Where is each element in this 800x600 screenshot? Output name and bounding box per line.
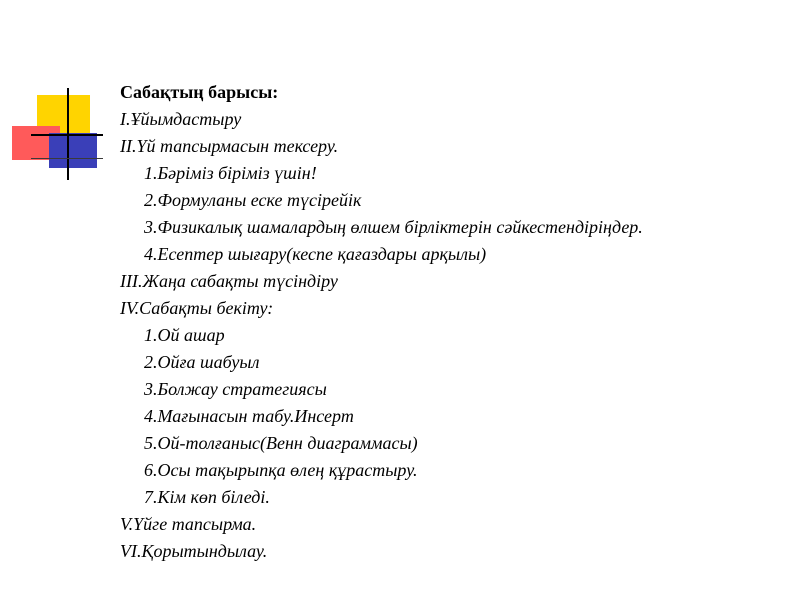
lesson-outline	[120, 81, 790, 567]
outline-item: II.Үй тапсырмасын тексеру.	[120, 136, 339, 156]
outline-subitem: 1.Ой ашар	[144, 325, 225, 345]
outline-subitem: 2.Ойға шабуыл	[144, 352, 260, 372]
outline-subitem: 2.Формуланы еске түсірейік	[144, 190, 362, 210]
outline-subitem: 3.Физикалық шамалардың өлшем бірліктерін сәйкестендіріңдер.	[144, 217, 643, 237]
outline-subitem: 4.Есептер шығару(кеспе қағаздары арқылы)	[144, 244, 487, 264]
outline-subitem: 1.Бәріміз біріміз үшін!	[144, 163, 317, 183]
slide-title: Сабақтың барысы:	[120, 82, 279, 102]
outline-subitem: 5.Ой-толғаныс(Венн диаграммасы)	[144, 433, 418, 453]
outline-subitem: 3.Болжау стратегиясы	[144, 379, 327, 399]
outline-item: IV.Сабақты бекіту:	[120, 298, 274, 318]
outline-subitem: 6.Осы тақырыпқа өлең құрастыру.	[144, 460, 418, 480]
blue-square	[49, 133, 97, 168]
outline-item: VI.Қорытындылау.	[120, 541, 268, 561]
outline-subitem: 4.Мағынасын табу.Инсерт	[144, 406, 354, 426]
horizontal-line-lower	[31, 158, 103, 159]
outline-item: III.Жаңа сабақты түсіндіру	[120, 271, 338, 291]
outline-subitem: 7.Кім көп біледі.	[144, 487, 270, 507]
outline-item: I.Ұйымдастыру	[120, 109, 242, 129]
outline-item: V.Үйге тапсырма.	[120, 514, 257, 534]
horizontal-line	[31, 134, 103, 136]
